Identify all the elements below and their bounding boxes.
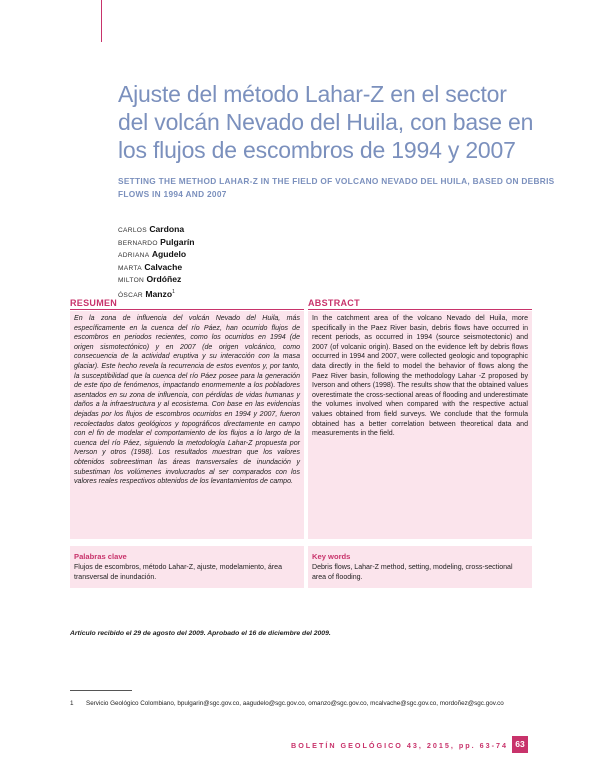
author-list xyxy=(118,224,195,301)
resumen-text: En la zona de influencia del volcán Nevado del Huila, más específicamente en la cuenca del río Páez, han ocurrido flujos de escombros en periodos recientes, como los ocurridos en 1994 (de origen sismotectónico) y en 2007 (de origen volcánico, como consecuencia de la actividad eruptiva y su interacción con la masa glaciar). Este hecho revela la recurrencia de estos eventos y, por tanto, la susceptibilidad que la cuenca del río Páez posee para la generación de este tipo de fenómenos, impactando enormemente a los pobladores asentados en su zona de influencia, con pérdidas de vidas humanas y daños a la infraestructura y al ecosistema. Con base en las evidencias dejadas por los flujos de escombros ocurridos en 1994 y 2007, fueron recolectados datos geológicos y topográficos directamente en campo con el fin de modelar el comportamiento de los flujos a lo largo de la cuenca del río Páez, siguiendo la metodología Lahar-Z propuesta por Iverson y otros (1998). Los resultados muestran que los valores obtenidos sobreestiman las áreas transversales de inundación y subestiman los volúmenes involucrados al ser comparados con los valores reales respectivos obtenidos de los levantamientos de campo. xyxy=(74,315,300,486)
keywords-text: Debris flows, Lahar-Z method, setting, modeling, cross-sectional area of flooding. xyxy=(312,564,513,581)
resumen-box xyxy=(70,311,304,539)
author-footnote-mark: 1 xyxy=(172,288,175,295)
abstract-rule xyxy=(308,309,532,310)
resumen-rule xyxy=(70,309,304,310)
author-given-name: MILTON xyxy=(118,277,145,285)
author xyxy=(118,224,195,237)
abstract-box xyxy=(308,311,532,539)
page-number: 63 xyxy=(512,736,528,753)
journal-citation: BOLETÍN GEOLÓGICO 43, 2015, pp. 63-74 xyxy=(291,741,508,750)
abstract-text: In the catchment area of the volcano Nevado del Huila, more specifically in the Paez River basin, debris flows have occurred in recent periods, as occurred in 1994 (source seismotectonic) and 2007 (of volcanic origin). Based on the evidence left by debris flows occurred in 1994 and 2007, were collected geologic and topographic data directly in the field to model the behavior of flows along the Paez River basin, following the methodology Lahar -Z proposed by Iverson and others (1998). The results show that the obtained values overestimate the cross-sectional areas of flooding and underestimate the volumes involved when compared with the respective actual values obtained from field surveys. We conclude that the formula obtained has a better correlation between theoretical data and measurements in the field. xyxy=(312,315,528,438)
article-subtitle: SETTING THE METHOD LAHAR-Z IN THE FIELD OF VOLCANO NEVADO DEL HUILA, BASED ON DEBRIS FLOWS IN 1994 AND 2007 xyxy=(118,176,555,199)
author-given-name: ADRIANA xyxy=(118,252,150,260)
author xyxy=(118,262,195,275)
author-given-name: CARLOS xyxy=(118,227,147,234)
palabras-clave-text: Flujos de escombros, método Lahar-Z, ajuste, modelamiento, área transversal de inundación. xyxy=(74,564,282,581)
resumen-heading: RESUMEN xyxy=(70,298,118,308)
author-given-name: MARTA xyxy=(118,264,142,272)
author-family-name: Agudelo xyxy=(151,249,187,260)
footnote-text: Servicio Geológico Colombiano, bpulgarin@sgc.gov.co, aagudelo@sgc.gov.co, omanzo@sgc.gov.co, mcalvache@sgc.gov.co, mordoñez@sgc.gov.co xyxy=(86,700,504,707)
author-family-name: Calvache xyxy=(144,261,183,272)
author-family-name: Pulgarín xyxy=(160,236,195,247)
palabras-clave-heading: Palabras clave xyxy=(74,552,127,561)
author-family-name: Ordóñez xyxy=(146,274,182,285)
received-date: Artículo recibido el 29 de agosto del 2009. Aprobado el 16 de diciembre del 2009. xyxy=(70,630,331,637)
author xyxy=(118,274,195,287)
author-given-name: BERNARDO xyxy=(118,239,158,247)
author-family-name: Cardona xyxy=(149,224,185,234)
article-title: Ajuste del método Lahar-Z en el sector del volcán Nevado del Huila, con base en los flujos de escombros de 1994 y 2007 xyxy=(118,81,534,163)
author xyxy=(118,249,195,262)
abstract-heading: ABSTRACT xyxy=(308,298,360,308)
author xyxy=(118,287,195,301)
footnote-number: 1 xyxy=(70,700,74,707)
keywords-heading: Key words xyxy=(312,552,351,561)
author xyxy=(118,237,195,250)
corner-rule xyxy=(101,0,102,42)
author-given-name: ÓSCAR xyxy=(118,291,143,299)
footnote-rule xyxy=(70,690,132,691)
author-family-name: Manzo xyxy=(145,288,173,299)
